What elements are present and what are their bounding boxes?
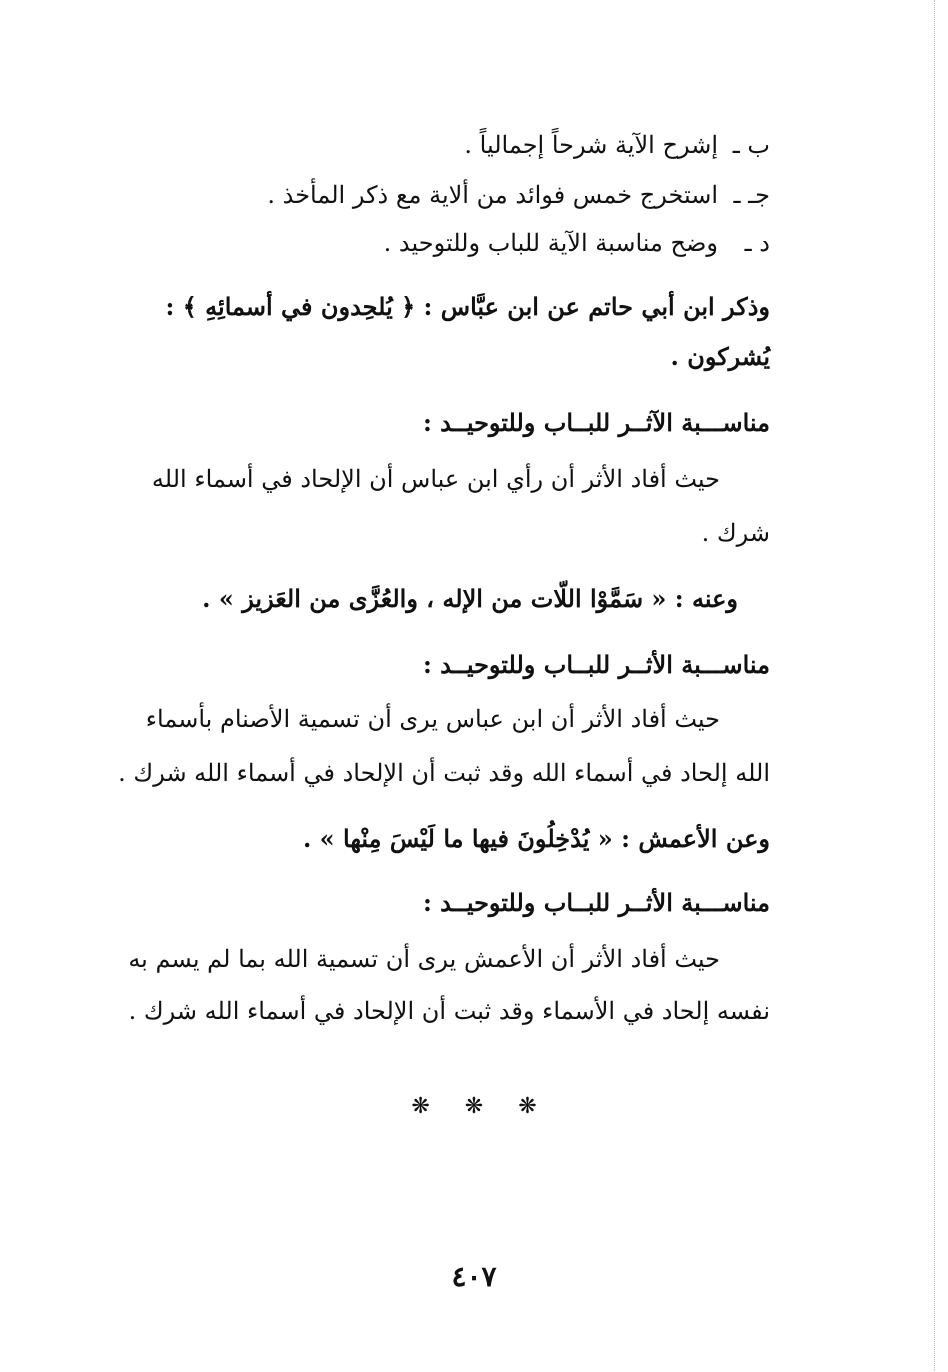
question-text: وضح مناسبة الآية للباب وللتوحيد . (383, 229, 718, 257)
explanation-line: حيث أفاد الأثر أن رأي ابن عباس أن الإلحاد في أسماء الله (151, 465, 720, 493)
question-item-j (267, 178, 770, 212)
athar-al-amash: وعن الأعمش : « يُدْخِلُونَ فيها ما لَيْسَ مِنْها » . (302, 824, 770, 853)
question-item-d (384, 226, 770, 260)
star-ornament-icon: ❋ (464, 1094, 484, 1119)
explanation-line: حيث أفاد الأثر أن الأعمش يرى أن تسمية الله بما لم يسم به (128, 945, 720, 973)
star-ornament-icon: ❋ (518, 1094, 537, 1119)
munasaba-heading: مناســـبة الآثــر للبــاب وللتوحيــد : (422, 408, 770, 437)
explanation-line: الله إلحاد في أسماء الله وقد ثبت أن الإلحاد في أسماء الله شرك . (118, 759, 770, 787)
question-letter: جـ ـ (733, 181, 770, 209)
page-number: ٤٠٧ (451, 1260, 497, 1293)
question-letter: د ـ (744, 229, 770, 257)
athar-lat-uzza: وعنه : « سَمَّوْا اللّات من الإله ، والعُزَّى من العَزيز » . (202, 584, 738, 613)
question-text: إشرح الآية شرحاً إجمالياً . (464, 131, 718, 159)
explanation-line: شرك . (701, 519, 770, 547)
question-item-b (464, 128, 770, 162)
munasaba-heading: مناســـبة الأثــر للبــاب وللتوحيــد : (422, 650, 770, 679)
athar-ibn-abbas-continuation: يُشركون . (670, 342, 770, 371)
explanation-line: حيث أفاد الأثر أن ابن عباس يرى أن تسمية الأصنام بأسماء (145, 705, 720, 733)
section-separator (0, 1092, 948, 1122)
athar-ibn-abbas-line: وذكر ابن أبي حاتم عن ابن عبَّاس : ﴿ يُلحِدون في أسمائِهِ ﴾ : (165, 292, 770, 321)
explanation-line: نفسه إلحاد في الأسماء وقد ثبت أن الإلحاد في أسماء الله شرك . (128, 997, 770, 1025)
question-text: استخرج خمس فوائد من ألاية مع ذكر المأخذ . (267, 181, 718, 209)
question-letter: ب ـ (732, 131, 770, 159)
star-ornament-icon: ❋ (411, 1094, 430, 1119)
page-edge-divider (934, 0, 935, 1372)
munasaba-heading: مناســـبة الأثــر للبــاب وللتوحيــد : (422, 888, 770, 917)
